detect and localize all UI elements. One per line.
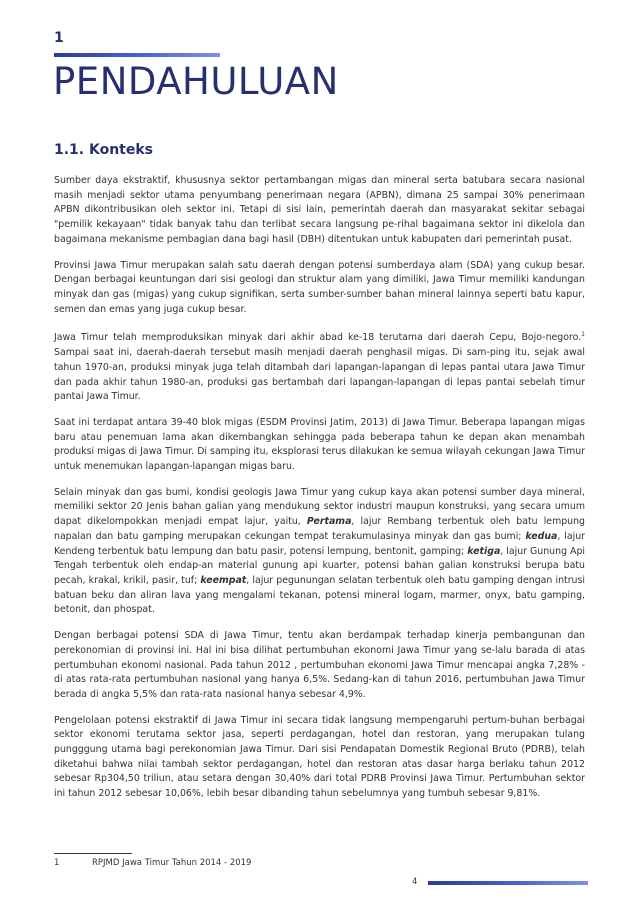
footnote [54,858,251,868]
footnote-number: 1 [54,858,60,868]
emphasis-kedua: kedua [525,530,558,542]
emphasis-keempat: keempat [200,575,247,586]
paragraph-5-segment: , lajur Gunung Api Tengah terbentuk oleh endap-an material gunung api kuarter, potensi bahan galian konstruksi berupa batu pecah, krakal, krikil, pasir, tuf; [54,545,586,586]
page-number: 4 [412,877,418,887]
footnote-reference[interactable]: 1 [581,331,585,339]
paragraph-4: Saat ini terdapat antara 39-40 blok migas (ESDM Provinsi Jatim, 2013) di Jawa Timur. Beberapa lapangan migas baru atau penemuan lama akan dikembangkan sehingga pada beberapa tahun ke depan akan menambah produksi migas di Jawa Timur. Di samping itu, eksplorasi terus dilakukan ke semua wilayah cekungan Jawa Timur untuk menemukan lapangan-lapangan migas baru. [54,416,585,473]
paragraph-5-segment: , lajur Kendeng terbentuk batu lempung dan batu pasir, potensi lempung, bentonit, gamping; [54,530,585,557]
section-heading: 1.1. Konteks [54,142,154,158]
footnote-separator [54,853,132,854]
paragraph-2: Provinsi Jawa Timur merupakan salah satu daerah dengan potensi sumberdaya alam (SDA) yang cukup besar. Dengan berbagai keuntungan dari sisi geologi dan struktur alam yang dimiliki, Jawa Timur memiliki kandungan minyak dan gas (migas) yang cukup signifikan, serta sumber-sumber bahan mineral lainnya seperti batu kapur, semen dan emas yang juga cukup besar. [54,259,585,315]
paragraph-5 [54,486,585,618]
paragraph-7: Pengelolaan potensi ekstraktif di Jawa Timur ini secara tidak langsung mempengaruhi pertum-buhan berbagai sektor ekonomi terutama sektor jasa, seperti perdagangan, hotel dan restoran, yang merupakan tulang pungggung utama bagi perekonomian Jawa Timur. Dari sisi Pendapatan Domestik Regional Bruto (PDRB), telah diketahui bahwa nilai tambah sektor perdagangan, hotel dan restoran atas dasar harga berlaku tahun 2012 sebesar Rp304,50 triliun, atau setara dengan 30,40% dari total PDRB Provinsi Jawa Timur. Pertumbuhan sektor ini tahun 2012 sebesar 10,06%, lebih besar dibanding tahun sebelumnya yang tumbuh sebesar 9,81%. [54,714,585,800]
paragraph-1: Sumber daya ekstraktif, khususnya sektor pertambangan migas dan mineral serta batubara secara nasional masih menjadi sektor utama penyumbang penerimaan negara (APBN), dimana 25 sampai 30% penerimaan APBN dikontribusikan oleh sektor ini. Tetapi di sisi lain, pemerintah daerah dan masyarakat sekitar sebagai "pemilik kekayaan" tidak banyak tahu dan terlibat secara langsung pe-rihal bagaimana sektor ini dikelola dan bagaimana mekanisme pembagian dana bagi hasil (DBH) ditentukan untuk kabupaten dari pemerintah pusat. [54,175,585,245]
emphasis-ketiga: ketiga [467,545,501,557]
paragraph-3 [54,328,585,405]
footnote-text: RPJMD Jawa Timur Tahun 2014 - 2019 [92,858,252,868]
emphasis-pertama: Pertama [306,516,352,528]
paragraph-3-part-b: Sampai saat ini, daerah-daerah tersebut masih menjadi daerah penghasil migas. Di sam-ping itu, sejak awal tahun 1970-an, produksi minyak juga telah ditambah dari lapangan-lapangan di lepas pantai utara Jawa Timur dan pada akhir tahun 1980-an, produksi gas bertambah dari lapangan-lapangan di lepas pantai sebelah timur pantai Jawa Timur. [54,347,585,403]
paragraph-5-segment: , lajur pegunungan selatan terbentuk oleh batu gamping dengan intrusi batuan beku dan aliran lava yang mengalami tekanan, potensi mineral logam, marmer, onyx, batu gamping, betonit, dan phospat. [54,575,585,616]
paragraph-5-segment: , lajur Rembang terbentuk oleh batu lempung napalan dan batu gamping merupakan cekungan tempat terakumulasinya minyak dan gas bumi; [54,516,585,542]
body-text [54,174,585,813]
chapter-title: PENDAHULUAN [53,60,339,103]
chapter-accent-rule [54,53,220,57]
paragraph-5-segment: Selain minyak dan gas bumi, kondisi geologis Jawa Timur yang cukup kaya akan potensi sumber daya mineral, memiliki sektor 20 Jenis bahan galian yang mendukung sektor industri maupun konstruksi, yang secara umum dapat dikelompokkan menjadi empat lajur, yaitu, [54,486,585,528]
footer-accent-bar [428,881,588,885]
paragraph-3-part-a: Jawa Timur telah memproduksikan minyak dari akhir abad ke-18 terutama dari daerah Cepu, Bojo-negoro. [54,332,582,344]
paragraph-6: Dengan berbagai potensi SDA di Jawa Timur, tentu akan berdampak terhadap kinerja pembangunan dan perekonomian di provinsi ini. Hal ini bisa dilihat pertumbuhan ekonomi Jawa Timur yang se-lalu barada di atas pertumbuhan ekonomi nasional. Pada tahun 2012 , pertumbuhan ekonomi Jawa Timur mencapai angka 7,28% - di atas rata-rata pertumbuhan nasional yang hanya 6,5%. Sedang-kan di tahun 2016, pertumbuhan Jawa Timur berada di angka 5,5% dan rata-rata nasional hanya sebesar 4,9%. [54,630,585,700]
chapter-number: 1 [54,30,64,46]
